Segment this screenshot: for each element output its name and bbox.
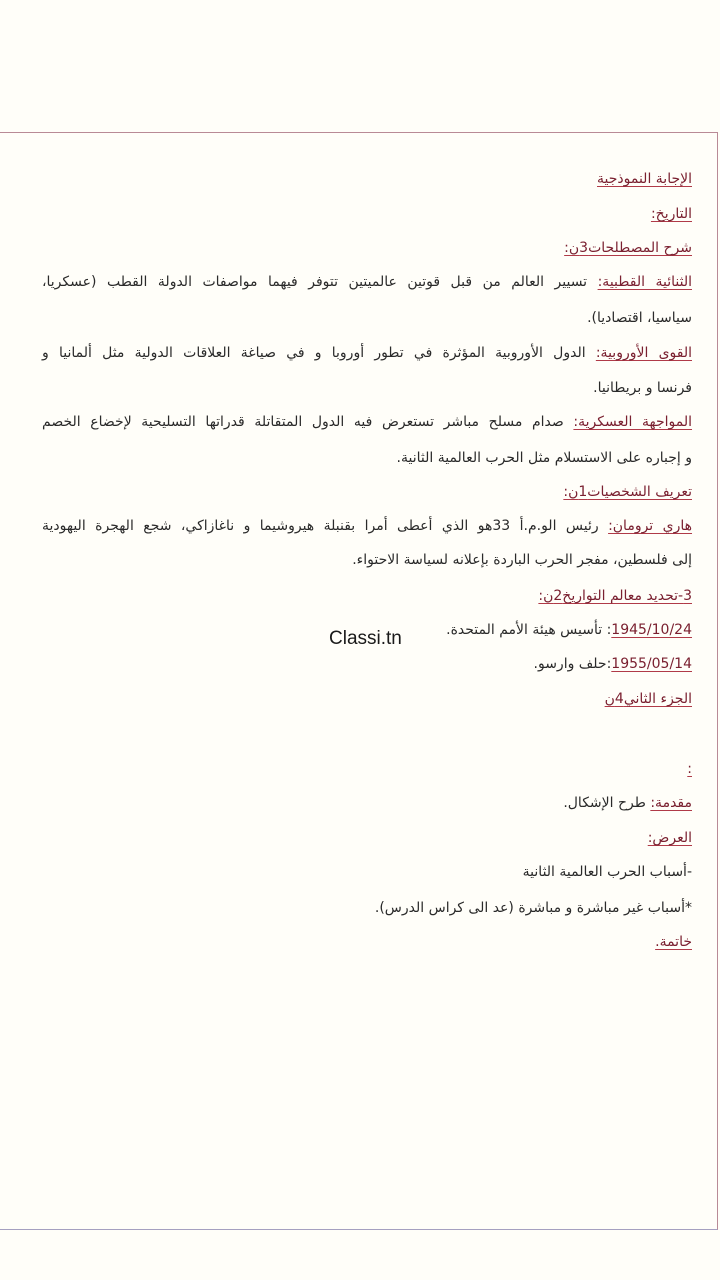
conclusion: خاتمة. bbox=[655, 934, 692, 950]
colon-mark: : bbox=[687, 761, 692, 777]
intro: مقدمة: طرح الإشكال. bbox=[563, 795, 692, 811]
history-heading: التاريخ: bbox=[650, 206, 692, 222]
term-3: المواجهة العسكرية: صدام مسلح مباشر تستعرض فيه الدول المتقاتلة قدراتها التسليحية لإخضاع الخصم bbox=[42, 414, 693, 430]
dates-heading: 3-تحديد معالم التواريخ2ن: bbox=[538, 588, 692, 604]
term-2: القوى الأوروبية: الدول الأوروبية المؤثرة في تطور أوروبا و في صياغة العلاقات الدولية مثل ألمانيا و bbox=[42, 345, 692, 361]
person-truman: هاري ترومان: رئيس الو.م.أ 33هو الذي أعطى أمرا بقنبلة هيروشيما و ناغازاكي، شجع الهجرة اليهودية bbox=[42, 518, 693, 534]
term-2-cont: فرنسا و بريطانيا. bbox=[593, 380, 692, 396]
title: الإجابة النموذجية bbox=[597, 171, 692, 187]
body-item-1: -أسباب الحرب العالمية الثانية bbox=[522, 864, 692, 880]
person-truman-cont: إلى فلسطين، مفجر الحرب الباردة بإعلانه لسياسة الاحتواء. bbox=[352, 552, 692, 568]
date-1: 1945/10/24: تأسيس هيئة الأمم المتحدة. bbox=[446, 622, 692, 638]
body-heading: العرض: bbox=[647, 830, 692, 846]
term-3-cont: و إجباره على الاستسلام مثل الحرب العالمية الثانية. bbox=[396, 450, 692, 466]
body-item-2: *أسباب غير مباشرة و مباشرة (عد الى كراس الدرس). bbox=[374, 900, 692, 916]
term-1: الثنائية القطبية: تسيير العالم من قبل قوتين عالميتين تتوفر فيهما مواصفات الدولة القطب (عسكريا، bbox=[42, 274, 692, 290]
terms-heading: شرح المصطلحات3ن: bbox=[564, 240, 692, 256]
date-2: 1955/05/14:حلف وارسو. bbox=[533, 656, 692, 672]
persons-heading: تعريف الشخصيات1ن: bbox=[563, 484, 692, 500]
part-two-heading: الجزء الثاني4ن bbox=[604, 691, 692, 707]
term-1-cont: سياسيا، اقتصاديا). bbox=[587, 310, 692, 326]
page-frame bbox=[0, 132, 718, 1230]
watermark-label: Classi.tn bbox=[329, 628, 402, 649]
